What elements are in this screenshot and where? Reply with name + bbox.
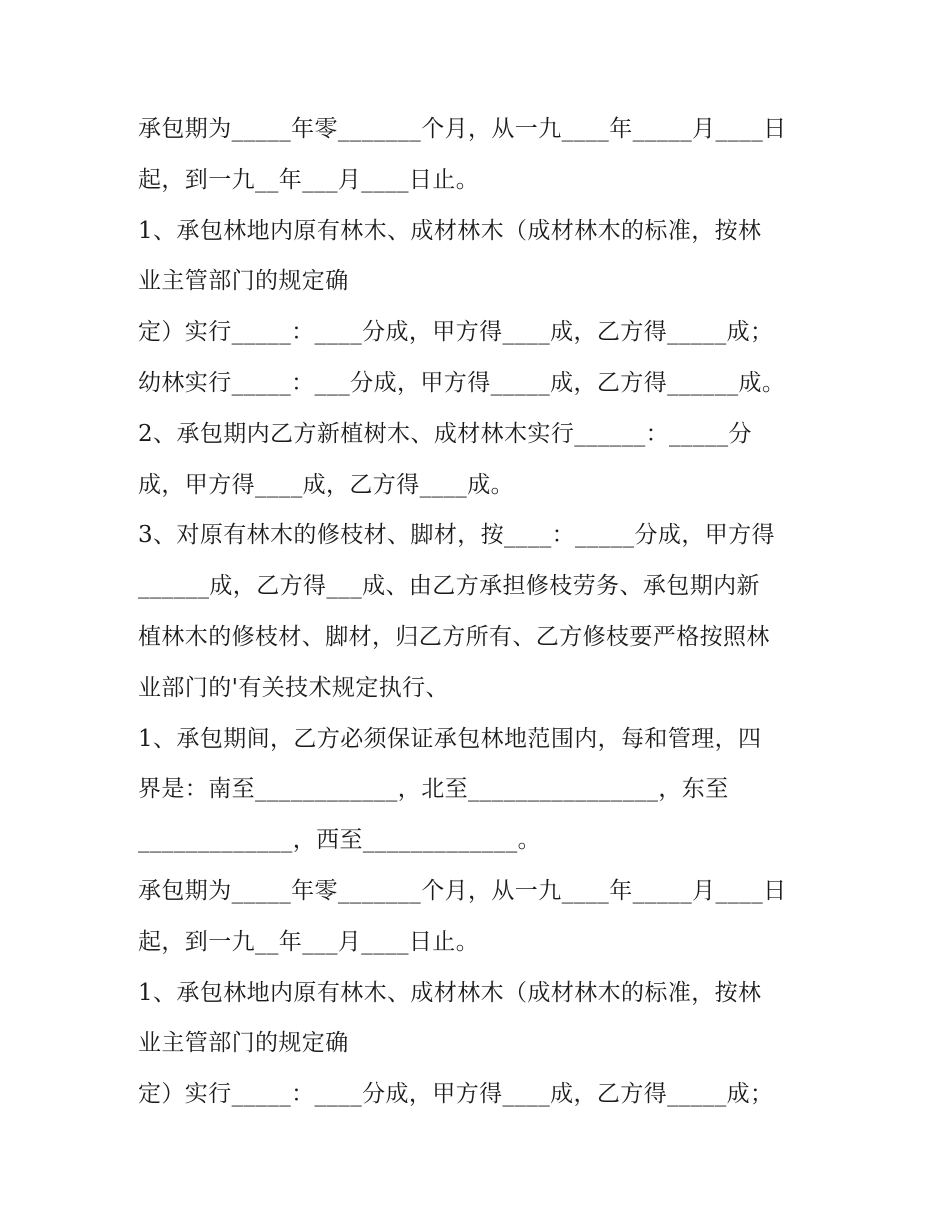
text-line: 3、对原有林木的修枝材、脚材，按____：_____分成，甲方得 [138,522,775,549]
text-line: 定）实行_____：____分成，甲方得____成，乙方得_____成； [138,1081,774,1108]
text-line: 业部门的'有关技术规定执行、 [138,674,449,701]
text-line: 起，到一九__年___月____日止。 [138,166,480,193]
document-body [138,104,818,1120]
text-line: ______成，乙方得___成、由乙方承担修枝劳务、承包期内新 [138,573,760,600]
text-line: 成，甲方得____成，乙方得____成。 [138,471,514,498]
text-line: 1、承包林地内原有林木、成材林木（成材林木的标准，按林 [138,979,762,1006]
text-line: 幼林实行_____：___分成，甲方得_____成，乙方得______成。 [138,369,786,396]
text-line: 植林木的修枝材、脚材，归乙方所有、乙方修枝要严格按照林 [138,623,770,650]
text-line: 起，到一九__年___月____日止。 [138,928,480,955]
text-line: 定）实行_____：____分成，甲方得____成，乙方得_____成； [138,319,774,346]
text-line: 1、承包期间，乙方必须保证承包林地范围内，每和管理，四 [138,725,762,752]
text-line: 承包期为_____年零_______个月，从一九____年_____月____日 [138,116,787,142]
text-line: 2、承包期内乙方新植树木、成材林木实行______：_____分 [138,420,752,447]
text-line: _____________，西至_____________。 [138,827,541,854]
text-line: 1、承包林地内原有林木、成材林木（成材林木的标准，按林 [138,217,762,244]
text-line: 业主管部门的规定确 [138,268,349,295]
text-line: 承包期为_____年零_______个月，从一九____年_____月____日 [138,877,787,904]
text-line: 业主管部门的规定确 [138,1030,349,1057]
text-line: 界是：南至____________，北至________________，东至 [138,776,729,803]
